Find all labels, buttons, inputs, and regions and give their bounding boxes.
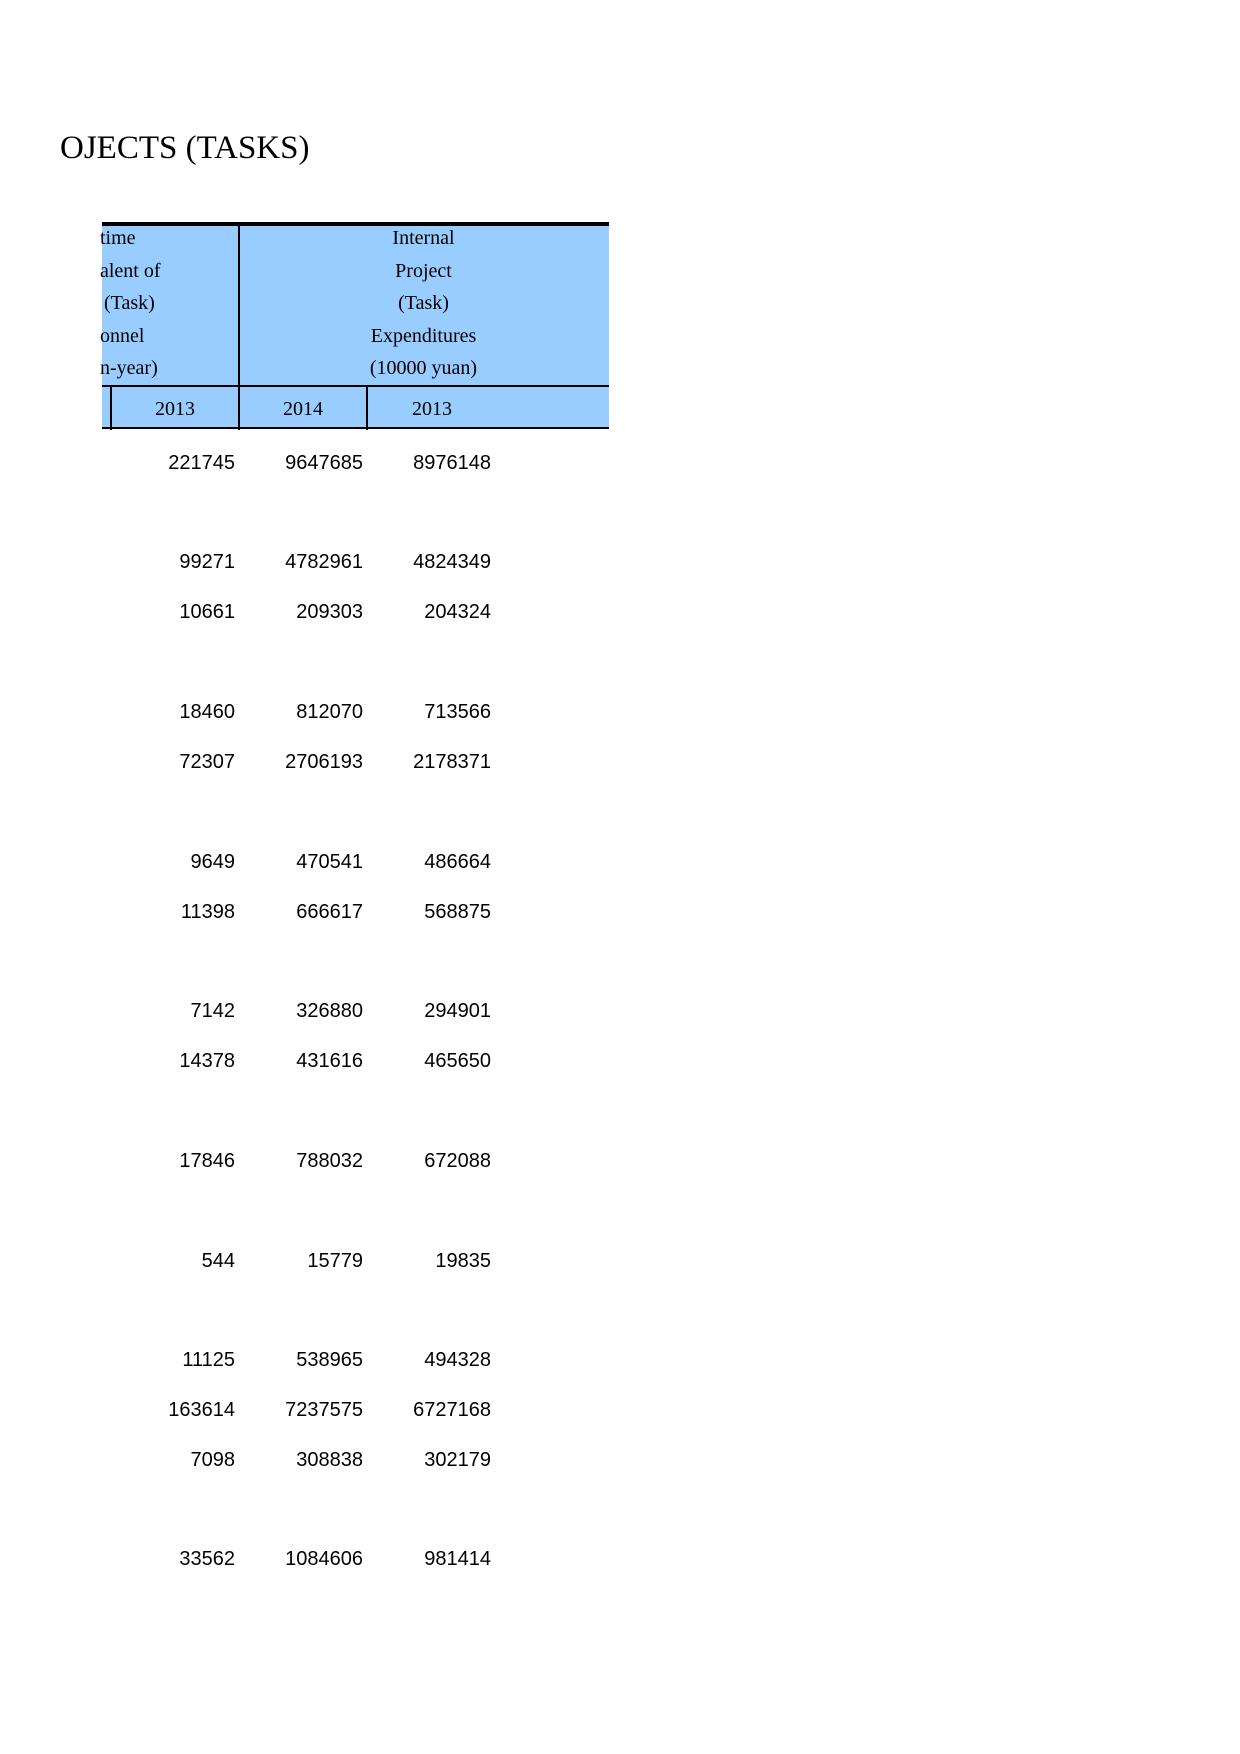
table-cell: 11125: [182, 1349, 235, 1371]
table-cell: 18460: [179, 701, 235, 723]
table-cell: 19835: [435, 1250, 491, 1272]
header-line: (Task): [104, 292, 155, 315]
table-cell: 204324: [424, 601, 491, 623]
table-cell: 308838: [296, 1449, 363, 1471]
table-cell: 568875: [424, 901, 491, 923]
table-cell: 2706193: [285, 751, 363, 773]
table-cell: 713566: [424, 701, 491, 723]
table-cell: 431616: [296, 1050, 363, 1072]
year-header: 2013: [412, 398, 452, 420]
header-line: (10000 yuan): [369, 357, 478, 380]
table-cell: 666617: [296, 901, 363, 923]
header-personnel-label: [100, 222, 238, 385]
table-cell: 981414: [424, 1548, 491, 1570]
table-cell: 15779: [307, 1250, 363, 1272]
table-cell: 99271: [179, 551, 235, 573]
table-cell: 788032: [296, 1150, 363, 1172]
table-cell: 326880: [296, 1000, 363, 1022]
table-cell: 486664: [424, 851, 491, 873]
table-cell: 221745: [168, 452, 235, 474]
table-cell: 544: [201, 1250, 235, 1272]
table-cell: 302179: [424, 1449, 491, 1471]
table-cell: 72307: [179, 751, 235, 773]
header-line: Project: [395, 259, 452, 282]
header-rule: [102, 385, 609, 387]
table-cell: 1084606: [285, 1548, 363, 1570]
table-cell: 2178371: [413, 751, 491, 773]
table-cell: 470541: [296, 851, 363, 873]
table-cell: 538965: [296, 1349, 363, 1371]
header-line: n-year): [100, 357, 158, 380]
table-cell: 17846: [179, 1150, 235, 1172]
table-cell: 6727168: [413, 1399, 491, 1421]
table-cell: 7098: [190, 1449, 235, 1471]
table-cell: 10661: [179, 601, 235, 623]
table-cell: 14378: [179, 1050, 235, 1072]
header-line: Internal: [392, 227, 455, 249]
table-cell: 465650: [424, 1050, 491, 1072]
header-line: time: [100, 227, 136, 249]
visible-sheet-region: [60, 0, 1240, 1754]
year-header: 2013: [155, 398, 195, 420]
header-line: onnel: [100, 324, 145, 347]
table-cell: 4824349: [413, 551, 491, 573]
table-cell: 11398: [180, 901, 235, 923]
table-cell: 494328: [424, 1349, 491, 1371]
table-cell: 4782961: [285, 551, 363, 573]
table-cell: 209303: [296, 601, 363, 623]
header-expenditures-label: [240, 222, 607, 385]
header-line: alent of: [100, 259, 161, 282]
header-line: Expenditures: [370, 324, 477, 347]
table-cell: 9649: [190, 851, 235, 873]
year-header: 2014: [283, 398, 323, 420]
table-cell: 33562: [179, 1548, 235, 1570]
table-cell: 812070: [296, 701, 363, 723]
table-cell: 8976148: [413, 452, 491, 474]
header-line: (Task): [398, 292, 449, 315]
table-cell: 7142: [190, 1000, 235, 1022]
page-title: OJECTS (TASKS): [60, 130, 310, 166]
table-cell: 9647685: [285, 452, 363, 474]
table-cell: 7237575: [285, 1399, 363, 1421]
table-cell: 672088: [424, 1150, 491, 1172]
table-cell: 294901: [424, 1000, 491, 1022]
table-cell: 163614: [168, 1399, 235, 1421]
